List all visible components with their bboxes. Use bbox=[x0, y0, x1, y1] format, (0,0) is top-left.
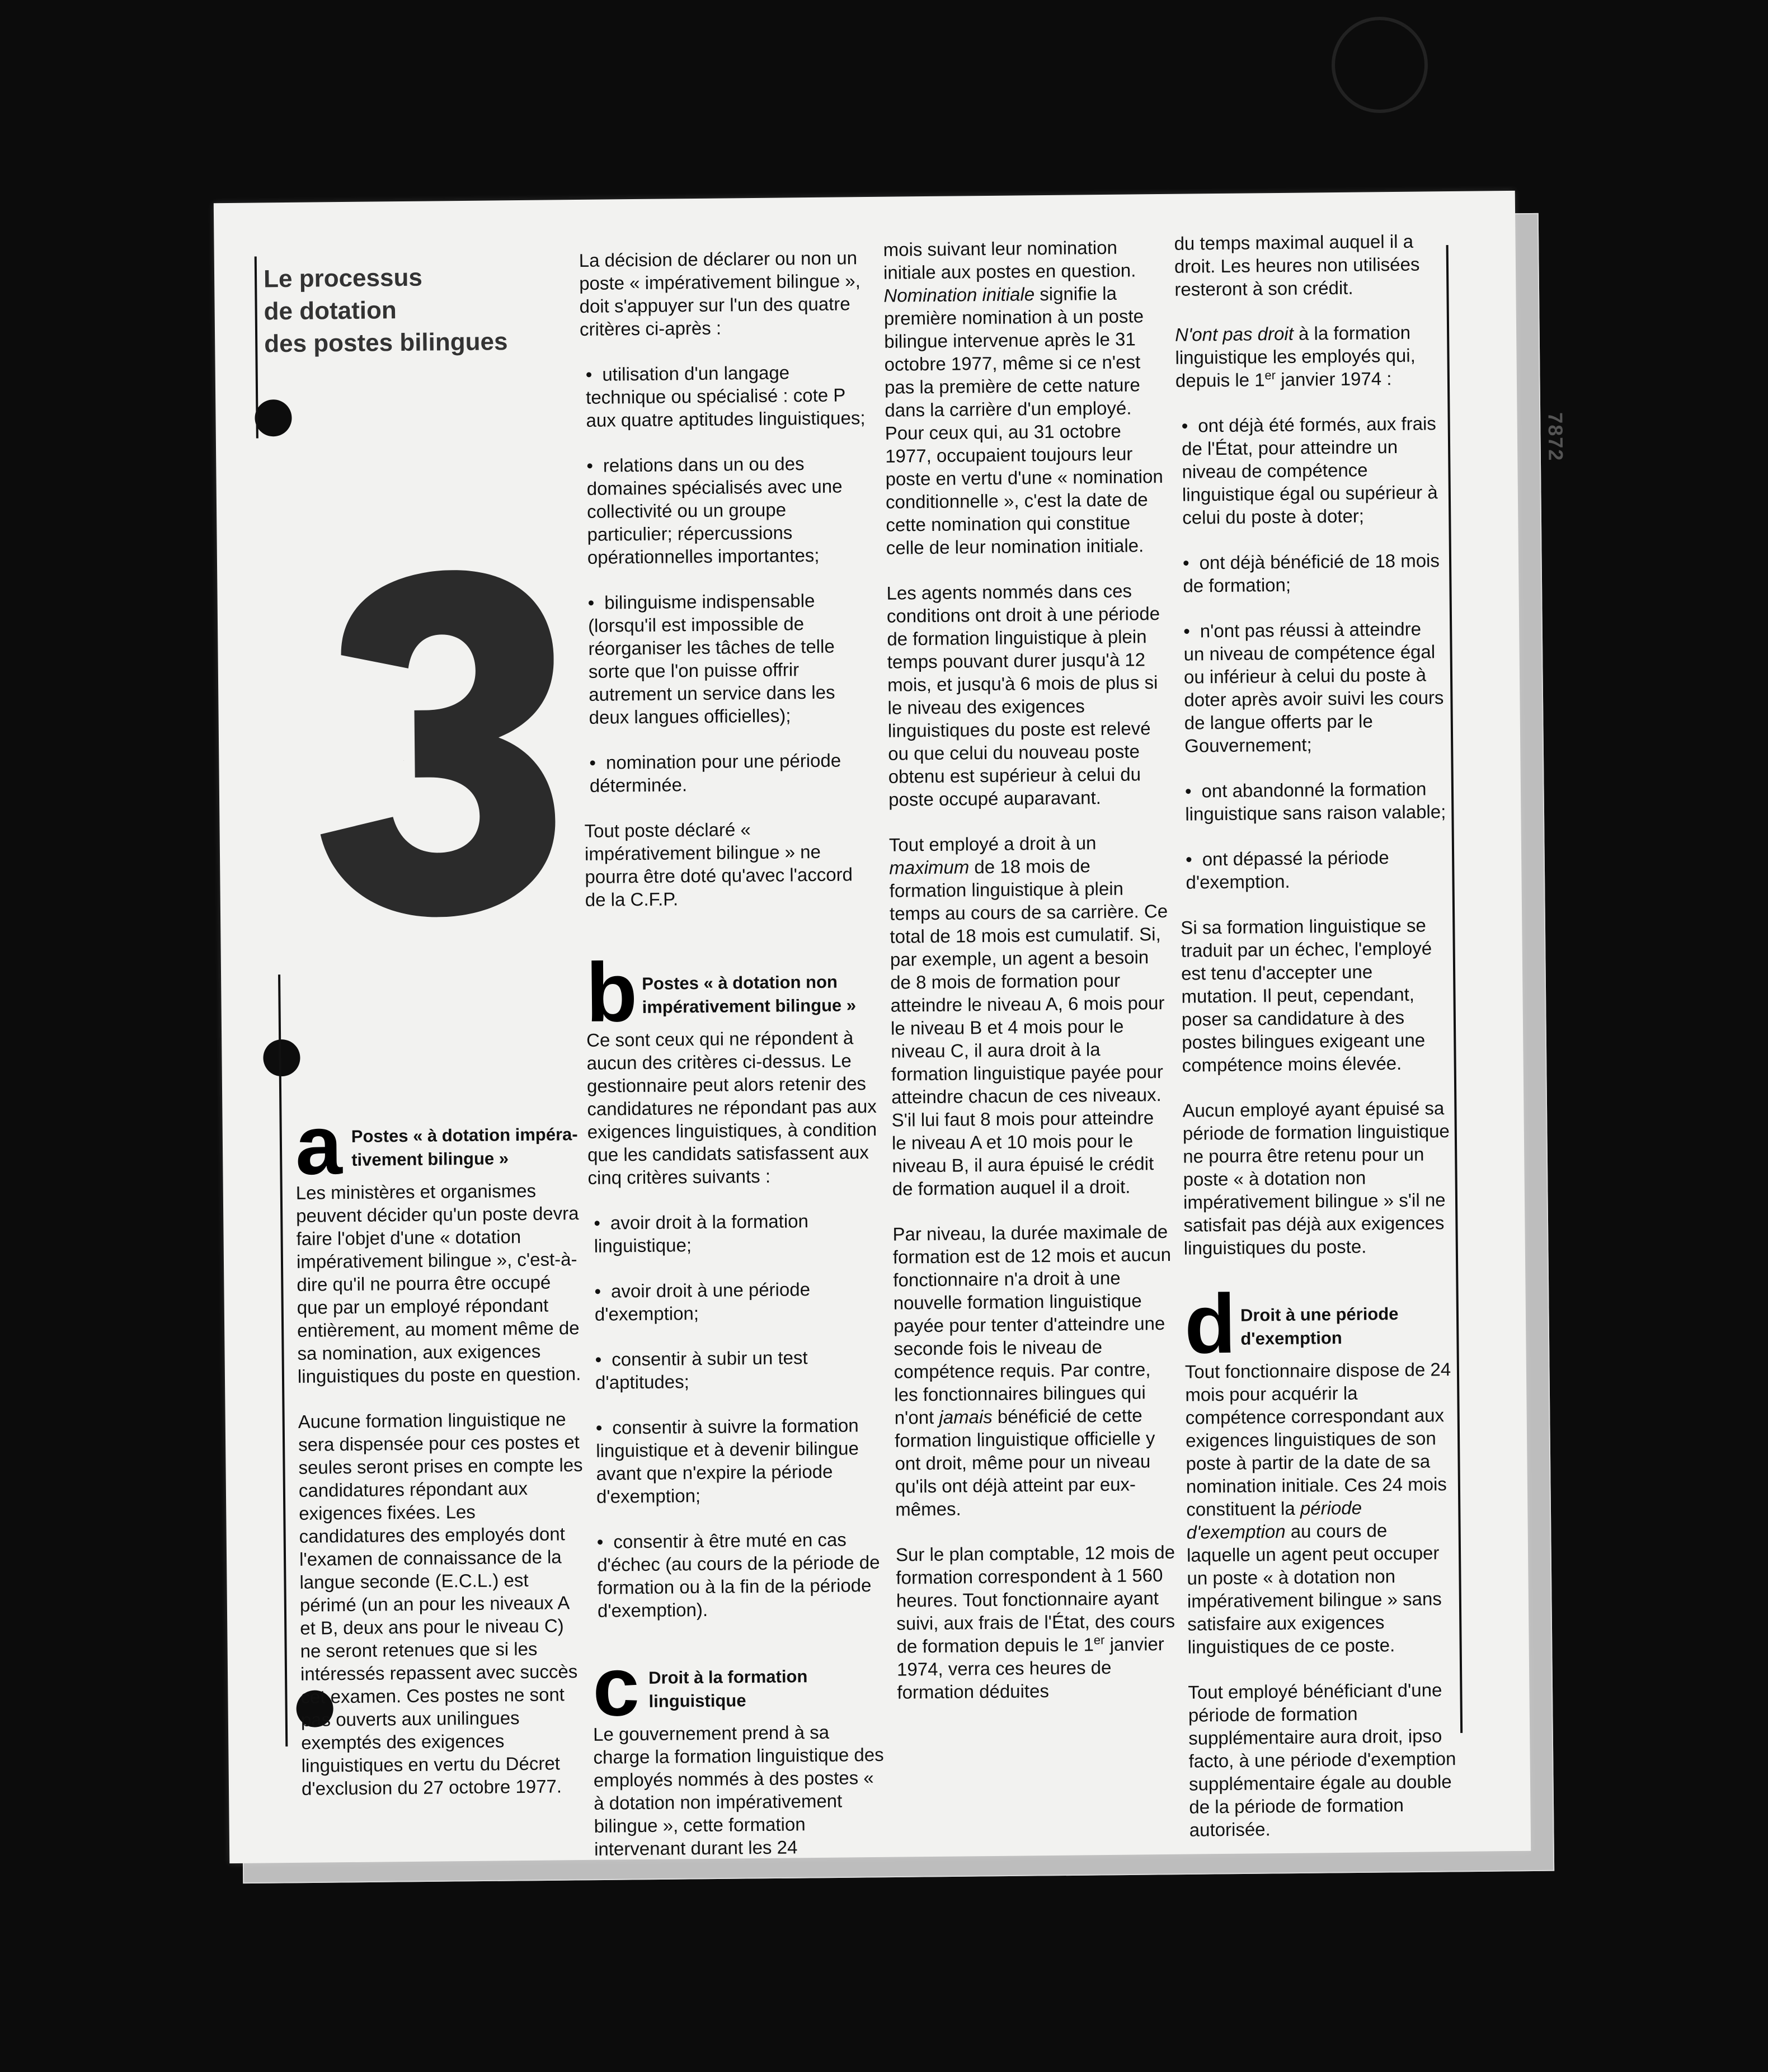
section-a-heading bbox=[295, 1098, 581, 1192]
section-c-title: Droit à la formation linguistique bbox=[648, 1666, 808, 1711]
list-item: • consentir à subir un test d'aptitudes; bbox=[589, 1345, 881, 1394]
margin-code: 7872 bbox=[1544, 412, 1568, 462]
paragraph: Sur le plan comptable, 12 mois de formation correspondent à 1 560 heures. Tout fonctionnaire ayant suivi, aux frais de l'État, des cours de formation depuis le 1er janvier 1974, verra ces heures de formation déduites bbox=[895, 1541, 1175, 1703]
paragraph: Les agents nommés dans ces conditions ont droit à une période de formation linguistique à plein temps pouvant durer jusqu'à 12 mois, et jusqu'à 6 mois de plus si le niveau des exigences linguistiques du poste est relevé ou que celui du nouveau poste obtenu est supérieur à celui du poste occupé auparavant. bbox=[886, 580, 1160, 810]
paragraph: Ce sont ceux qui ne répondent à aucun des critères ci-dessus. Le gestionnaire peut alors retenir des candidatures ne répondant pas aux exigences linguistiques, à condition que les candidats satisfassent aux cinq critères suivants : bbox=[586, 1027, 877, 1188]
svg-text:3: 3 bbox=[403, 761, 404, 762]
paragraph: Les ministères et organismes peuvent décider qu'un poste devra faire l'objet d'une « dotation impérativement bilingue », c'est-à-dire qu'il ne pourra être occupé que par un employé répondant entièrement, au moment même de sa nomination, aux exigences linguistiques du poste en question. bbox=[295, 1180, 581, 1387]
list-item: • ont déjà bénéficié de 18 mois de formation; bbox=[1177, 549, 1446, 597]
paragraph: Tout employé a droit à un maximum de 18 mois de formation linguistique à plein temps au cours de sa carrière. Ce total de 18 mois est cumulatif. Si, par exemple, un agent a besoin de 8 mois de formation pour atteindre le niveau A, 6 mois pour le niveau B et 4 mois pour le niveau C, il aura droit à la formation linguistique payée pour atteindre chacun de ces niveaux. S'il lui faut 8 mois pour atteindre le niveau A et 10 mois pour le niveau B, il aura épuisé le crédit de formation auquel il a droit. bbox=[888, 832, 1168, 1199]
section-d-heading bbox=[1184, 1276, 1454, 1371]
list-item: • consentir à être muté en cas d'échec (au cours de la période de formation ou à la fin de la période d'exemption). bbox=[591, 1528, 883, 1622]
paragraph: Aucune formation linguistique ne sera dispensée pour ces postes et seules seront prises en compte les candidatures répondant aux exigences fixées. Les candidatures des employés dont l'examen de connaissance de la langue seconde (E.C.L.) est périmé (un an pour les niveaux A et B, deux ans pour le niveau C) ne seront retenues que si les intéressés repassent avec succès cet examen. Ces postes ne sont pas ouverts aux unilingues exemptés des exigences linguistiques en vertu du Décret d'exclusion du 27 octobre 1977. bbox=[298, 1409, 583, 1799]
section-letter-b: b bbox=[585, 945, 638, 1039]
section-letter-c: c bbox=[592, 1639, 640, 1734]
paragraph: La décision de déclarer ou non un poste « impérativement bilingue », doit s'appuyer sur l'un des quatre critères ci-après : bbox=[579, 247, 861, 340]
paragraph: du temps maximal auquel il a droit. Les heures non utilisées resteront à son crédit. bbox=[1174, 230, 1420, 300]
column-2 bbox=[579, 246, 886, 1883]
paragraph: Tout poste déclaré « impérativement bilingue » ne pourra être doté qu'avec l'accord de la C.F.P. bbox=[584, 819, 853, 910]
list-item: • utilisation d'un langage technique ou spécialisé : cote P aux quatre aptitudes linguistiques; bbox=[580, 360, 872, 432]
list-item: • avoir droit à la formation linguistique; bbox=[588, 1209, 880, 1258]
paragraph: Tout employé bénéficiant d'une période de formation supplémentaire aura droit, ipso facto, à une période d'exemption supplémentaire égale au double de la période de formation autorisée. bbox=[1188, 1679, 1456, 1840]
list-item: • consentir à suivre la formation linguistique et à devenir bilingue avant que n'expire la période d'exemption; bbox=[590, 1414, 882, 1508]
paragraph: mois suivant leur nomination initiale aux postes en question. Nomination initiale signifie la première nomination à un poste bilingue intervenue après le 31 octobre 1977, même si ce n'est pas la première de cette nature dans la carrière d'un employé. Pour ceux qui, au 31 octobre 1977, occupaient toujours leur poste en vertu d'une « nomination conditionnelle », c'est la date de cette nomination qui constitue celle de leur nomination initiale. bbox=[883, 237, 1163, 558]
section-c-heading bbox=[592, 1639, 884, 1734]
paragraph: Par niveau, la durée maximale de formation est de 12 mois et aucun fonctionnaire n'a droit à une nouvelle formation linguistique payée pour tenter d'atteindre une seconde fois le niveau de compétence requis. Par contre, les fonctionnaires bilingues qui n'ont jamais bénéficié de cette formation linguistique officielle y ont droit, même pour un niveau qu'ils ont déjà atteint par eux-mêmes. bbox=[892, 1221, 1172, 1520]
list-item: • ont dépassé la période d'exemption. bbox=[1180, 845, 1449, 894]
paragraph: Aucun employé ayant épuisé sa période de formation linguistique ne pourra être retenu pour un poste « à dotation non impérativement bilingue » s'il ne satisfait pas déjà aux exigences linguistiques du poste. bbox=[1182, 1098, 1450, 1259]
page-title: Le processus de dotation des postes bilingues bbox=[263, 263, 508, 358]
punch-hole-middle bbox=[263, 1039, 300, 1077]
criteria-list-b bbox=[588, 1209, 883, 1622]
big-numeral-three bbox=[318, 569, 556, 918]
list-item: • ont déjà été formés, aux frais de l'État, pour atteindre un niveau de compétence linguistique égal ou supérieur à celui du poste à doter; bbox=[1176, 412, 1446, 529]
section-b-title: Postes « à dotation non impérativement bilingue » bbox=[642, 972, 857, 1017]
scan-artifact bbox=[1332, 17, 1428, 113]
exclusion-list bbox=[1176, 412, 1449, 894]
column-1 bbox=[295, 1098, 587, 1823]
list-item: • ont abandonné la formation linguistique sans raison valable; bbox=[1179, 777, 1449, 826]
section-a-title: Postes « à dotation impéra- tivement bilingue » bbox=[351, 1124, 578, 1170]
section-letter-a: a bbox=[295, 1098, 343, 1192]
paragraph: Si sa formation linguistique se traduit par un échec, l'employé est tenu d'accepter une mutation. Il peut, cependant, poser sa candidature à des postes bilingues exigeant une compétence moins élevée. bbox=[1181, 915, 1432, 1076]
column-rule-left-top bbox=[255, 256, 258, 438]
list-item: • avoir droit à une période d'exemption; bbox=[589, 1277, 880, 1326]
paragraph: Tout fonctionnaire dispose de 24 mois pour acquérir la compétence correspondant aux exigences linguistiques de son poste à partir de la date de sa nomination initiale. Ces 24 mois constituent la période d'exemption au cours de laquelle un agent peut occuper un poste « à dotation non impérativement bilingue » sans satisfaire aux exigences linguistiques de ce poste. bbox=[1184, 1359, 1451, 1657]
section-letter-d: d bbox=[1184, 1276, 1236, 1371]
section-b-heading bbox=[585, 945, 877, 1039]
punch-hole-top bbox=[255, 399, 292, 437]
list-item: • bilinguisme indispensable (lorsqu'il est impossible de réorganiser les tâches de telle sorte que l'on puisse offrir autrement un service dans les deux langues officielles); bbox=[582, 588, 874, 729]
column-3 bbox=[883, 236, 1177, 1726]
paragraph: N'ont pas droit à la formation linguistique les employés qui, depuis le 1er janvier 1974 : bbox=[1174, 322, 1416, 391]
section-d-title: Droit à une période d'exemption bbox=[1240, 1303, 1399, 1349]
column-rule-left-bottom bbox=[278, 974, 288, 1746]
paragraph: Le gouvernement prend à sa charge la formation linguistique des employés nommés à des postes « à dotation non impérativement bilingue », cette formation intervenant durant les 24 bbox=[593, 1721, 884, 1859]
criteria-list bbox=[580, 360, 875, 797]
list-item: • n'ont pas réussi à atteindre un niveau de compétence égal ou inférieur à celui du poste à doter après avoir suivi les cours de langue offerts par le Gouvernement; bbox=[1178, 617, 1447, 757]
document-page bbox=[214, 191, 1568, 1863]
list-item: • relations dans un ou des domaines spécialisés avec une collectivité ou un groupe particulier; répercussions opérationnelles importantes; bbox=[581, 451, 873, 569]
column-4 bbox=[1174, 229, 1458, 1863]
list-item: • nomination pour une période déterminée. bbox=[584, 748, 875, 797]
